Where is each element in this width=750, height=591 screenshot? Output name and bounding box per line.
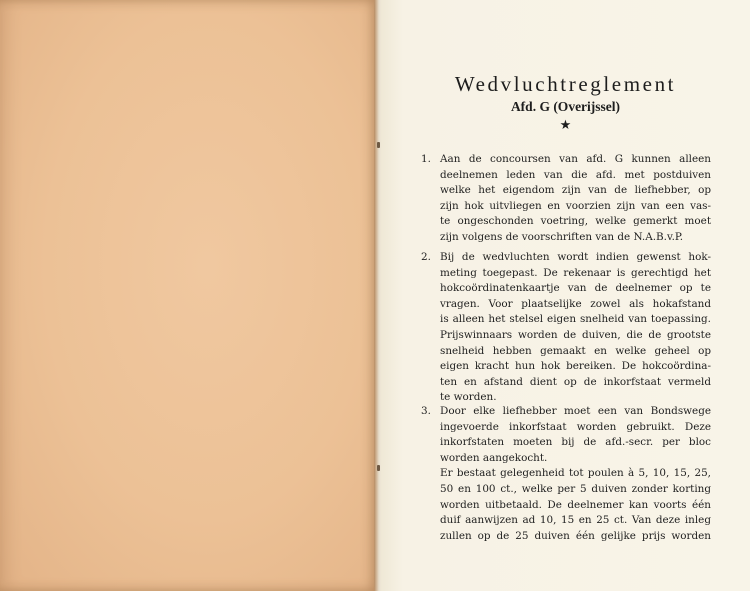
- article-line: duif aanwijzen ad 10, 15 en 25 ct. Van deze inleg: [440, 514, 711, 527]
- page-title: Wedvluchtreglement: [454, 72, 677, 96]
- article-number: 1.: [421, 153, 431, 165]
- article-line: eigen kracht hun hok bereiken. De hokcoördina-: [440, 360, 711, 373]
- article-line: ingevoerde inkorfstaat worden gebruikt. Deze: [440, 420, 711, 433]
- article-line: 50 en 100 ct., welke per 5 duiven zonder korting: [440, 482, 711, 495]
- article-line: ten en afstand dient op de inkorfstaat vermeld: [440, 375, 711, 388]
- article-line: vragen. Voor plaatselijke zowel als hokafstand: [440, 297, 711, 310]
- page-subtitle: Afd. G (Overijssel): [510, 99, 621, 114]
- article-line: meting toegepast. De rekenaar is gerechtigd het: [440, 266, 711, 279]
- article-line: welke het eigendom zijn van de liefhebber, op: [440, 184, 711, 197]
- article-line: inkorfstaten moeten bij de afd.-secr. per bloc: [440, 436, 711, 449]
- article-line: Aan de concoursen van afd. G kunnen alleen: [440, 153, 711, 165]
- article-number: 3.: [421, 405, 431, 417]
- article-line: zijn hok uitvliegen en voorzien zijn van een vas-: [440, 199, 711, 212]
- article-line: deelnemen leden van die afd. met postduiven: [440, 168, 711, 181]
- right-page: [381, 0, 750, 591]
- article-line: worden uitbetaald. De deelnemer kan voorts één: [440, 498, 711, 511]
- star-ornament: ★: [559, 117, 572, 132]
- article-line: worden aangekocht.: [440, 451, 548, 464]
- article-line: Door elke liefhebber moet een van Bondswege: [440, 405, 711, 417]
- article-1: [421, 152, 711, 246]
- article-line: snelheid hebben gemaakt en welke geheel op: [440, 344, 711, 357]
- article-line: Prijswinnaars worden de duiven, die de grootste: [440, 328, 711, 341]
- article-3: [421, 404, 711, 544]
- article-line: is alleen het stelsel eigen snelheid van toepassing.: [440, 313, 711, 326]
- article-number: 2.: [421, 251, 431, 263]
- article-line: zijn volgens de voorschriften van de N.A.B.v.P.: [440, 230, 684, 243]
- article-line: zullen op de 25 duiven één gelijke prijs worden: [440, 529, 711, 542]
- article-line: te ongeschonden voetring, welke gemerkt moet: [440, 215, 711, 228]
- staple-hole: [377, 142, 380, 148]
- staple-hole: [377, 465, 380, 471]
- article-line: Er bestaat gelegenheid tot poulen à 5, 10, 15, 25,: [440, 467, 711, 480]
- article-line: hokcoördinatenkaartje van de deelnemer op te: [440, 282, 711, 295]
- article-2: [421, 250, 711, 406]
- article-line: Bij de wedvluchten wordt indien gewenst hok-: [440, 251, 711, 263]
- article-line: te worden.: [440, 391, 497, 404]
